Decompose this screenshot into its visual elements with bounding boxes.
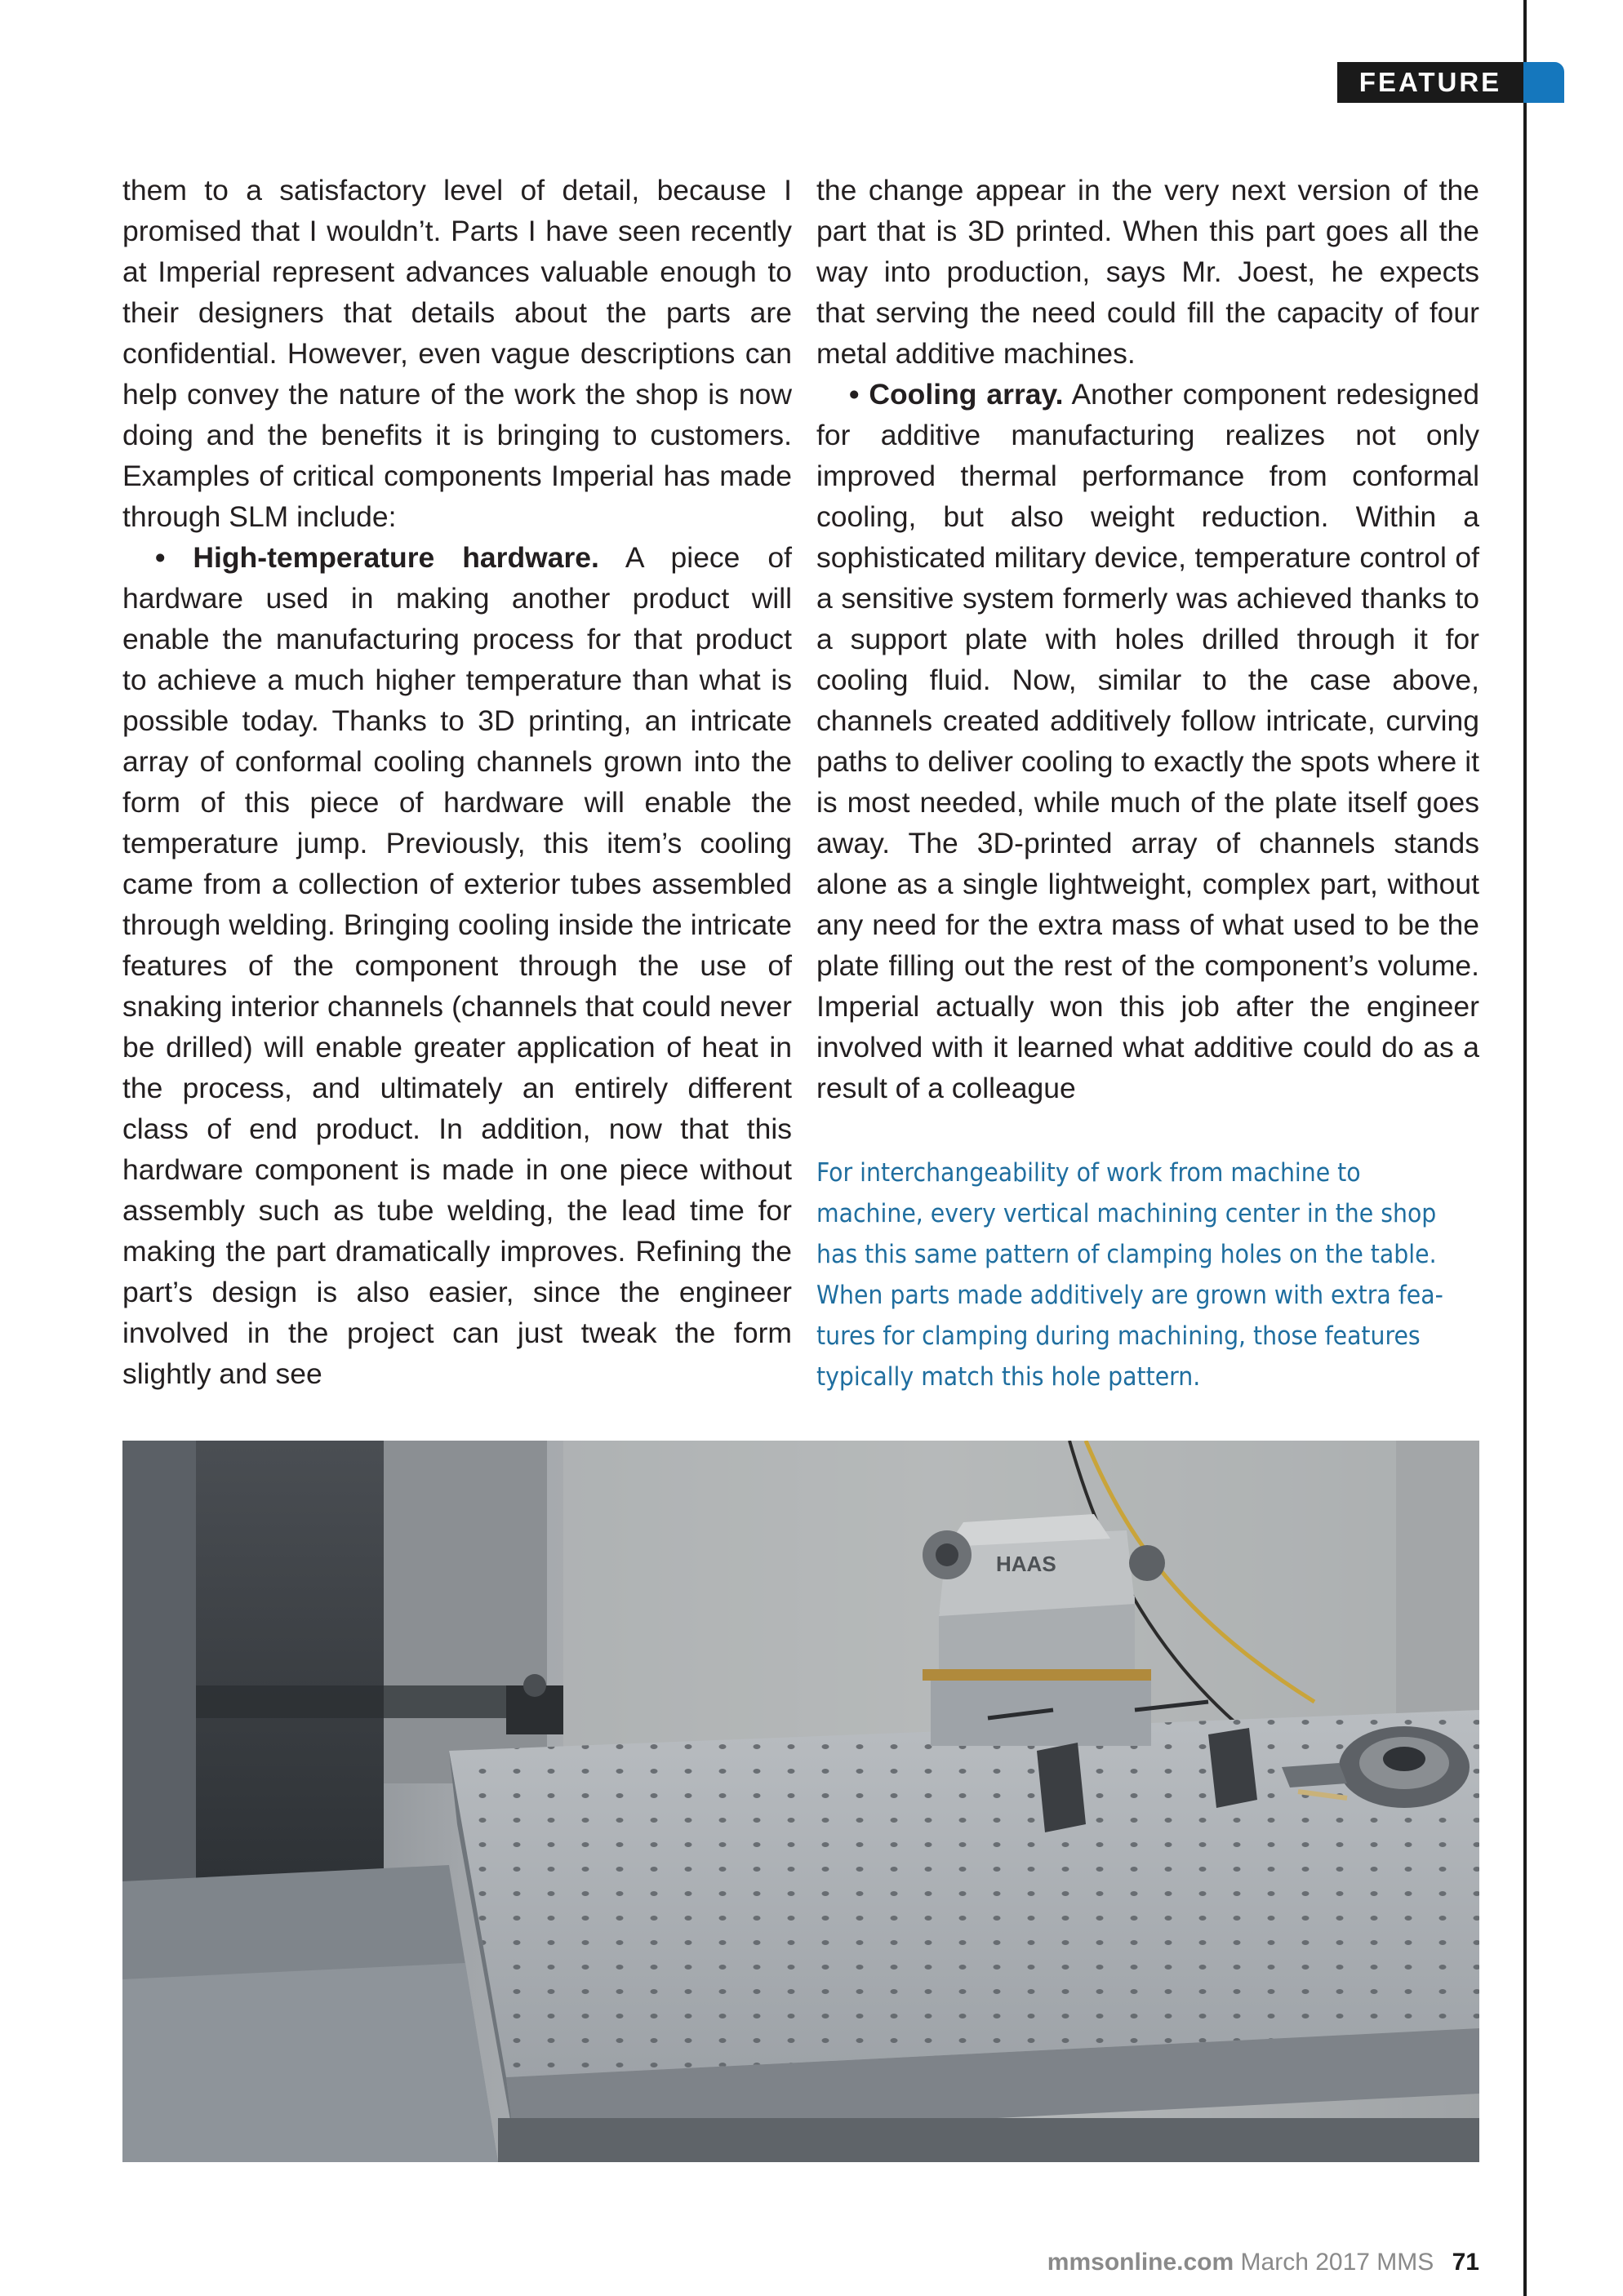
paragraph: them to a satisfactory level of detail, because I promised that I wouldn’t. Parts I have seen recently at Imperial represent advances valuable enough to their designers that details about the parts are confidential. However, even vague descriptions can help convey the nature of the work the shop is now doing and the benefits it is bringing to customers. Examples of critical components Imperial has made through SLM include: [122, 174, 792, 533]
machining-table-photo [122, 1441, 1479, 2162]
bullet-body: Another component redesigned for additive manufacturing realizes not only improved thermal performance from conformal cooling, but also weight reduction. Within a sophisticated military device, temperature control of a sensitive system formerly was achieved thanks to a support plate with holes drilled through it for cooling fluid. Now, similar to the case above, channels created additively follow intricate, curving paths to deliver cooling to exactly the spots where it is most needed, while much of the plate itself goes away. The 3D-printed array of channels stands alone as a single lightweight, complex part, without any need for the extra mass of what used to be the plate filling out the rest of the component’s volume. Imperial actually won this job after the engineer involved with it learned what additive could do as a result of a colleague [816, 378, 1479, 1104]
bullet-heading: • Cooling array. [849, 378, 1064, 411]
right-text-column [816, 170, 1479, 1108]
page-footer [898, 2249, 1479, 2276]
bullet-body: A piece of hardware used in making another product will enable the manufacturing process for that product to achieve a much higher temperature than what is possible today. Thanks to 3D printing, an intricate array of conformal cooling channels grown into the form of this piece of hardware will enable the temperature jump. Previously, this item’s cooling came from a collection of exterior tubes assembled through welding. Bringing cooling inside the intricate features of the component through the use of snaking interior channels (channels that could never be drilled) will enable greater application of heat in the process, and ultimately an entirely different class of end product. In addition, now that this hardware component is made in one piece without assembly such as tube welding, the lead time for making the part dramatically improves. Refining the part’s design is also easier, since the engineer involved in the project can just tweak the form slightly and see [122, 541, 792, 1390]
bullet-heading: • High-temperature hardware. [155, 541, 599, 574]
caption-line: has this same pattern of clamping holes on the table. [816, 1240, 1437, 1269]
section-label: FEATURE [1337, 62, 1523, 103]
page-number: 71 [1452, 2249, 1479, 2276]
section-tab [1337, 62, 1564, 103]
page-edge-rule [1523, 0, 1527, 2296]
caption-line: typically match this hole pattern. [816, 1362, 1201, 1392]
vise-label: HAAS [996, 1552, 1056, 1576]
footer-issue: March 2017 MMS [1240, 2249, 1434, 2276]
bullet-paragraph [816, 374, 1479, 1108]
caption-line: For interchangeability of work from machine to [816, 1158, 1361, 1188]
caption-line: tures for clamping during machining, those features [816, 1321, 1421, 1351]
section-tab-accent [1523, 62, 1564, 103]
paragraph: the change appear in the very next version of the part that is 3D printed. When this part goes all the way into production, says Mr. Joest, he expects that serving the need could fill the capacity of four metal additive machines. [816, 174, 1479, 370]
caption-line: machine, every vertical machining center in the shop [816, 1199, 1437, 1228]
left-text-column [122, 170, 792, 1394]
caption-line: When parts made additively are grown with extra fea- [816, 1281, 1443, 1310]
photo-caption [816, 1152, 1486, 1397]
bullet-paragraph [122, 537, 792, 1394]
footer-site: mmsonline.com [1047, 2249, 1234, 2276]
